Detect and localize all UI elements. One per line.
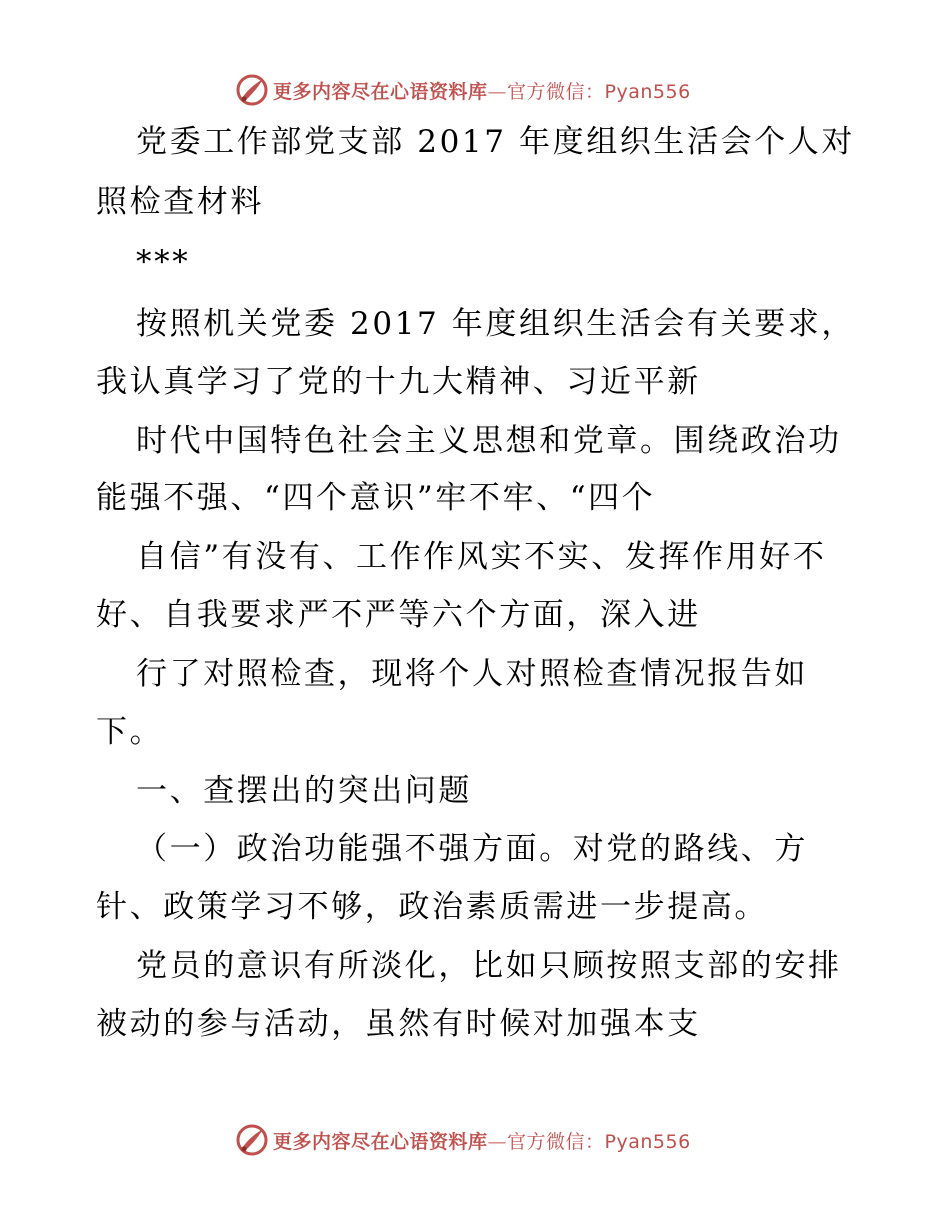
doc-text-line: 好、自我要求严不严等六个方面，深入进	[96, 597, 701, 633]
doc-text-line: 我认真学习了党的十九大精神、习近平新	[96, 364, 701, 400]
doc-text-line: 按照机关党委 2017 年度组织生活会有关要求，	[136, 306, 855, 342]
doc-title-line-2: 照检查材料	[96, 184, 264, 220]
doc-text-line: 被动的参与活动，虽然有时候对加强本支	[96, 1006, 701, 1042]
doc-text-line: 时代中国特色社会主义思想和党章。围绕政治功	[136, 423, 842, 459]
header-watermark	[235, 73, 691, 107]
footer-watermark	[235, 1123, 691, 1157]
brush-logo-icon	[235, 1123, 269, 1157]
watermark-site-name: 更多内容尽在心语资料库	[273, 1130, 488, 1153]
brush-logo-icon	[235, 73, 269, 107]
doc-author-line: ***	[136, 244, 191, 280]
doc-text-line: （一）政治功能强不强方面。对党的路线、方	[136, 831, 808, 867]
watermark-text	[273, 77, 691, 104]
watermark-contact: 官方微信：Pyan556	[507, 1130, 691, 1153]
watermark-contact: 官方微信：Pyan556	[507, 80, 691, 103]
doc-text-line: 行了对照检查，现将个人对照检查情况报告如	[136, 656, 808, 692]
doc-section-heading: 一、查摆出的突出问题	[136, 773, 472, 809]
doc-text-line: 自信”有没有、工作作风实不实、发挥作用好不	[136, 539, 827, 575]
watermark-separator: —	[487, 80, 508, 103]
doc-title-line-1: 党委工作部党支部 2017 年度组织生活会个人对	[136, 124, 855, 160]
doc-text-line: 针、政策学习不够，政治素质需进一步提高。	[96, 889, 768, 925]
watermark-text	[273, 1127, 691, 1154]
watermark-separator: —	[487, 1130, 508, 1153]
doc-text-line: 党员的意识有所淡化，比如只顾按照支部的安排	[136, 948, 842, 984]
doc-text-line: 能强不强、“四个意识”牢不牢、“四个	[96, 480, 656, 516]
watermark-site-name: 更多内容尽在心语资料库	[273, 80, 488, 103]
doc-text-line: 下。	[96, 714, 164, 750]
